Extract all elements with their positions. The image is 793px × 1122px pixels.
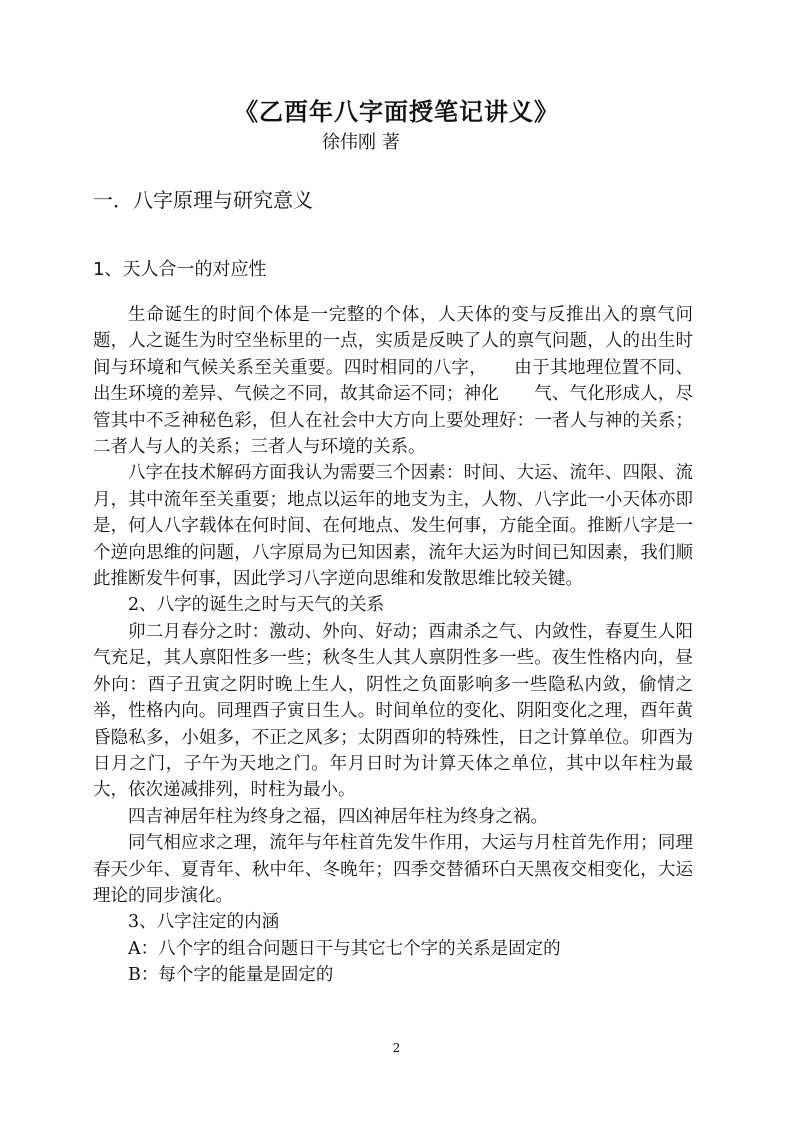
subheading-line: 3、八字注定的内涵 bbox=[128, 912, 280, 933]
paragraph: 同气相应求之理，流年与年柱首先发牛作用，大运与月柱首先作用；同理春天少年、夏青年、秋中年、冬晚年；四季交替循环白天黑夜交相变化，大运理论的同步演化。 bbox=[93, 833, 693, 906]
paragraph: 四吉神居年柱为终身之福，四凶神居年柱为终身之祸。 bbox=[128, 806, 548, 827]
section-heading: 一．八字原理与研究意义 bbox=[93, 188, 313, 212]
author-line: 徐伟刚 著 bbox=[322, 132, 400, 153]
list-item: A：八个字的组合问题日干与其它七个字的关系是固定的 bbox=[128, 938, 561, 959]
page-number: 2 bbox=[392, 1041, 401, 1055]
subsection-heading: 1、天人合一的对应性 bbox=[93, 259, 267, 280]
subheading-line: 2、八字的诞生之时与天气的关系 bbox=[128, 595, 385, 616]
body-text bbox=[93, 302, 693, 989]
list-item: B：每个字的能量是固定的 bbox=[128, 965, 334, 986]
paragraph: 生命诞生的时间个体是一完整的个体，人天体的变与反推出入的禀气问题，人之诞生为时空坐标里的一点，实质是反映了人的禀气问题，人的出生时间与环境和气候关系至关重要。四时相同的八字， 由于其地理位置不同、出生环境的差异、气候之不同，故其命运不同；神化 气、气化形成人，尽管其中不乏神秘色彩，但人在社会中大方向上要处理好：一者人与神的关系；二者人与人的关系；三者人与环境的关系。 bbox=[93, 305, 693, 458]
paragraph: 八字在技术解码方面我认为需要三个因素：时间、大运、流年、四限、流月，其中流年至关重要；地点以运年的地支为主，人物、八字此一小天体亦即是，何人八字载体在何时间、在何地点、发生何事，方能全面。推断八字是一个逆向思维的问题，八字原局为已知因素，流年大运为时间已知因素，我们顺此推断发牛何事，因此学习八字逆向思维和发散思维比较关键。 bbox=[93, 463, 693, 590]
document-title: 《乙酉年八字面授笔记讲义》 bbox=[234, 98, 559, 126]
paragraph: 卯二月春分之时：激动、外向、好动；酉肃杀之气、内敛性，春夏生人阳气充足，其人禀阳性多一些；秋冬生人其人禀阴性多一些。夜生性格内向，昼外向：酉子丑寅之阴时晚上生人，阴性之负面影响多一些隐私内敛，偷情之举，性格内向。同理酉子寅日生人。时间单位的变化、阴阳变化之理，酉年黄昏隐私多，小姐多，不正之风多；太阴酉卯的特殊性，日之计算单位。卯酉为日月之门，子午为天地之门。年月日时为计算天体之单位，其中以年柱为最大，依次递减排列，时柱为最小。 bbox=[93, 621, 693, 801]
